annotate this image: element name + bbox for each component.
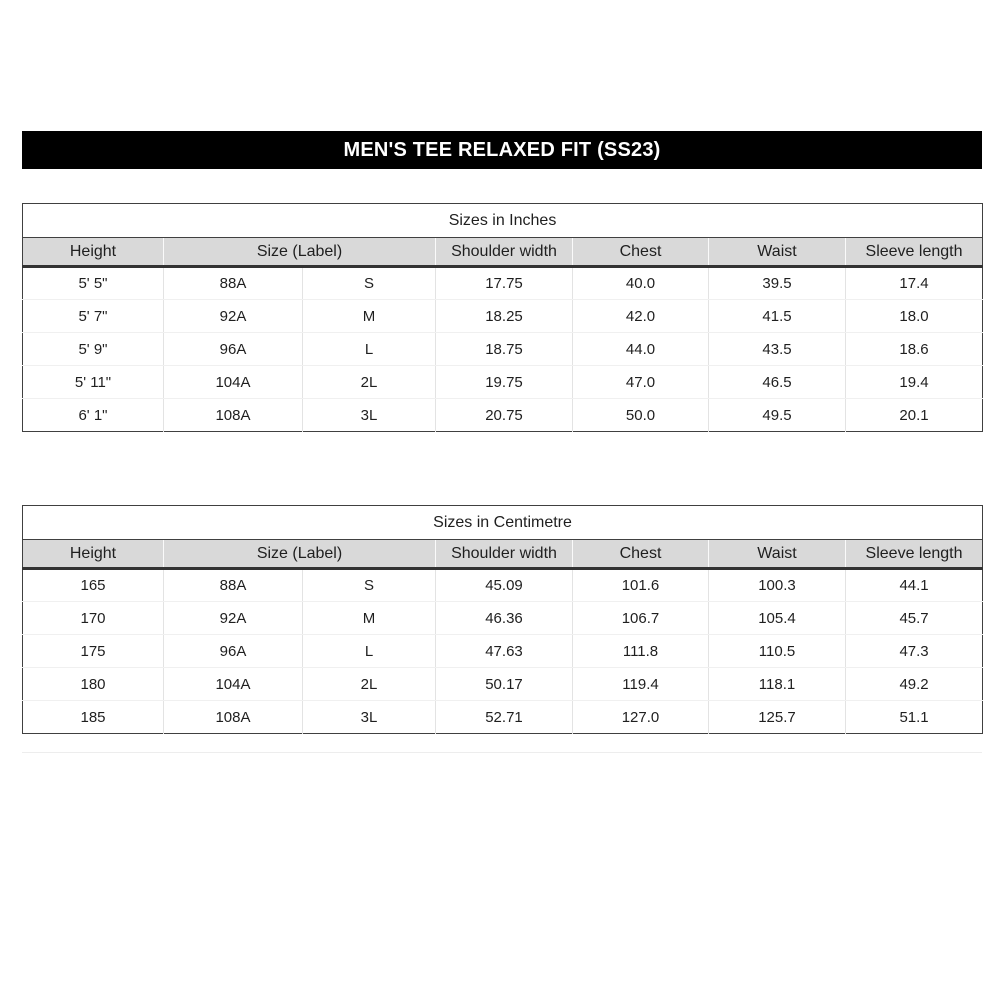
- cell-height: 165: [23, 569, 164, 602]
- col-header-shoulder-width: Shoulder width: [436, 238, 573, 267]
- cell-chest: 119.4: [573, 668, 709, 701]
- cell-sleeve-length: 47.3: [846, 635, 983, 668]
- cell-waist: 100.3: [709, 569, 846, 602]
- cell-chest: 40.0: [573, 267, 709, 300]
- cell-height: 6' 1": [23, 399, 164, 432]
- cell-sleeve-length: 18.0: [846, 300, 983, 333]
- col-header-waist: Waist: [709, 540, 846, 569]
- cell-chest: 111.8: [573, 635, 709, 668]
- cell-height: 5' 5": [23, 267, 164, 300]
- cell-waist: 118.1: [709, 668, 846, 701]
- cell-sleeve-length: 45.7: [846, 602, 983, 635]
- cell-size-code: 108A: [164, 701, 303, 734]
- cell-chest: 50.0: [573, 399, 709, 432]
- cell-waist: 105.4: [709, 602, 846, 635]
- cell-size-code: 104A: [164, 366, 303, 399]
- table-header-row: [23, 238, 983, 267]
- cell-sleeve-length: 20.1: [899, 406, 929, 424]
- cell-shoulder-width: 50.17: [436, 668, 573, 701]
- col-header-sleeve-length: Sleeve length: [846, 540, 983, 569]
- table-row: [23, 668, 983, 701]
- cell-shoulder-width: 18.75: [436, 333, 573, 366]
- cell-size-code: 92A: [164, 300, 303, 333]
- cell-shoulder-width: 45.09: [436, 569, 573, 602]
- cell-shoulder-width: 46.36: [436, 602, 573, 635]
- cell-size-label: M: [303, 300, 436, 333]
- cell-height: 175: [23, 635, 164, 668]
- table-title: Sizes in Centimetre: [23, 506, 983, 540]
- cell-chest: 42.0: [573, 300, 709, 333]
- cell-height: 5' 11": [23, 366, 164, 399]
- table-row: [23, 300, 983, 333]
- col-header-sleeve-length: Sleeve length: [846, 238, 983, 267]
- cell-chest: 127.0: [573, 701, 709, 734]
- table-header-row: [23, 540, 983, 569]
- cell-size-label: 3L: [303, 701, 436, 734]
- table-title-row: [23, 506, 983, 540]
- table-row: [23, 569, 983, 602]
- cell-waist: 110.5: [709, 635, 846, 668]
- col-header-chest: Chest: [573, 238, 709, 267]
- cell-chest: 47.0: [573, 366, 709, 399]
- cell-size-code: 96A: [164, 333, 303, 366]
- cell-sleeve-length: 19.4: [846, 366, 983, 399]
- cell-size-code: 88A: [164, 267, 303, 300]
- cell-shoulder-width: 52.71: [436, 701, 573, 734]
- cell-sleeve-length: 51.1: [899, 708, 929, 726]
- cell-chest: 106.7: [573, 602, 709, 635]
- cell-shoulder-width: 19.75: [436, 366, 573, 399]
- col-header-chest: Chest: [573, 540, 709, 569]
- col-header-height: Height: [23, 540, 164, 569]
- table-row: [23, 399, 983, 432]
- cell-size-label: 3L: [303, 399, 436, 432]
- cell-shoulder-width: 47.63: [436, 635, 573, 668]
- cell-waist: 46.5: [709, 366, 846, 399]
- table-row: [23, 635, 983, 668]
- product-title-banner: [22, 131, 982, 169]
- cell-size-code: 96A: [164, 635, 303, 668]
- cell-sleeve-length: 18.6: [846, 333, 983, 366]
- cell-sleeve-length: 44.1: [846, 569, 983, 602]
- cell-size-code: 104A: [164, 668, 303, 701]
- cell-chest: 44.0: [573, 333, 709, 366]
- product-title: MEN'S TEE RELAXED FIT (SS23): [343, 138, 661, 161]
- cell-size-label: 2L: [303, 668, 436, 701]
- cell-sleeve-length: 49.2: [846, 668, 983, 701]
- cell-size-code: 92A: [164, 602, 303, 635]
- cell-height: 170: [23, 602, 164, 635]
- table-title: Sizes in Inches: [23, 204, 983, 238]
- col-header-height: Height: [23, 238, 164, 267]
- col-header-waist: Waist: [709, 238, 846, 267]
- cell-shoulder-width: 20.75: [436, 399, 573, 432]
- cell-size-label: M: [303, 602, 436, 635]
- cell-size-label: L: [303, 333, 436, 366]
- grid-remnant-line: [22, 752, 982, 753]
- col-header-shoulder-width: Shoulder width: [436, 540, 573, 569]
- sizes-centimetre-table: [22, 505, 983, 734]
- sizes-inches-table: [22, 203, 983, 432]
- cell-height: 5' 9": [23, 333, 164, 366]
- cell-sleeve-length: 17.4: [846, 267, 983, 300]
- cell-height: 180: [23, 668, 164, 701]
- table-row: [23, 267, 983, 300]
- cell-size-code: 108A: [164, 399, 303, 432]
- col-header-size-label: Size (Label): [164, 540, 436, 569]
- table-row: [23, 602, 983, 635]
- cell-size-label: S: [303, 569, 436, 602]
- cell-waist: 49.5: [709, 399, 846, 432]
- cell-shoulder-width: 17.75: [436, 267, 573, 300]
- cell-waist: 43.5: [709, 333, 846, 366]
- col-header-size-label: Size (Label): [164, 238, 436, 267]
- cell-waist: 41.5: [709, 300, 846, 333]
- cell-shoulder-width: 18.25: [436, 300, 573, 333]
- table-row: [23, 366, 983, 399]
- table-row: [23, 333, 983, 366]
- cell-size-label: L: [303, 635, 436, 668]
- cell-height: 5' 7": [23, 300, 164, 333]
- cell-waist: 125.7: [709, 701, 846, 734]
- cell-chest: 101.6: [573, 569, 709, 602]
- table-title-row: [23, 204, 983, 238]
- cell-size-label: S: [303, 267, 436, 300]
- table-row: [23, 701, 983, 734]
- cell-height: 185: [23, 701, 164, 734]
- cell-size-label: 2L: [303, 366, 436, 399]
- cell-size-code: 88A: [164, 569, 303, 602]
- cell-waist: 39.5: [709, 267, 846, 300]
